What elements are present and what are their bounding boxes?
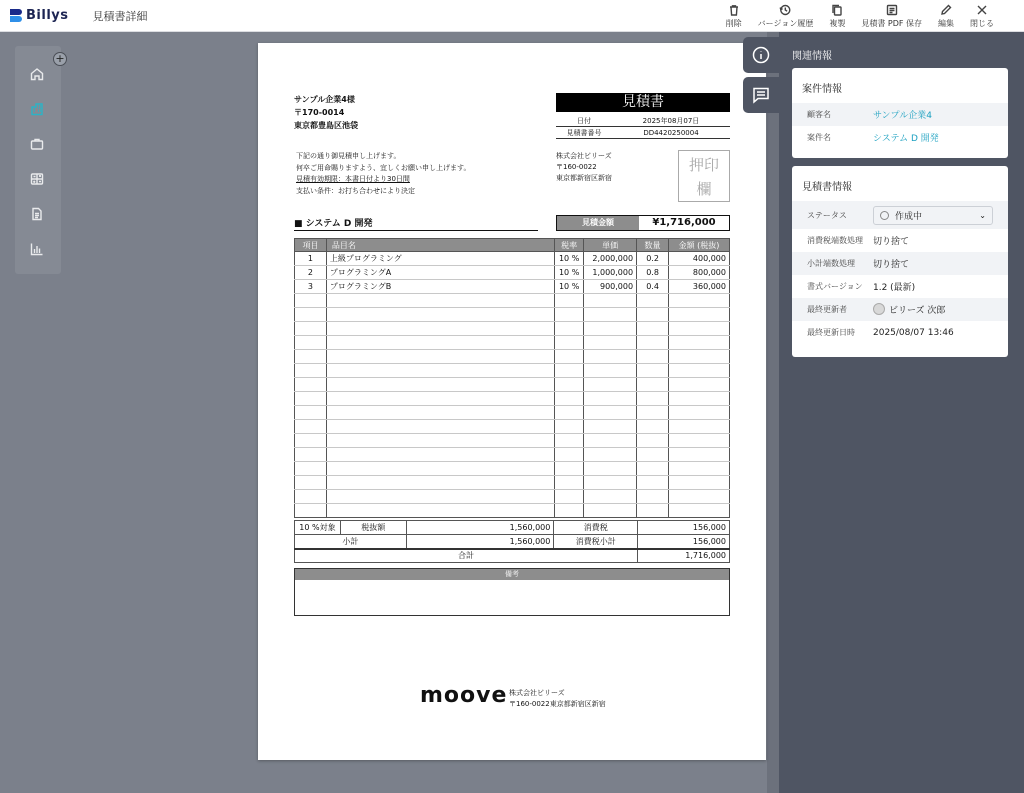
table-cell: [555, 434, 584, 448]
table-cell: 上級プログラミング: [326, 252, 554, 266]
footer-company-block: [509, 688, 606, 710]
issuer-zip: 〒160-0022: [556, 163, 597, 171]
table-cell: [295, 294, 327, 308]
updated-by: ビリーズ 次郎: [873, 303, 945, 316]
table-cell: [637, 420, 669, 434]
panel-title: 関連情報: [792, 51, 832, 62]
pencil-icon: [940, 4, 952, 16]
col-header: 項目: [295, 239, 327, 252]
expand-sidebar-button[interactable]: [53, 52, 67, 66]
copy-button[interactable]: 複製: [829, 4, 845, 29]
table-cell: [669, 420, 730, 434]
app-logo[interactable]: [10, 8, 69, 23]
remarks-label: 備考: [295, 569, 729, 580]
table-cell: [637, 490, 669, 504]
table-cell: [669, 476, 730, 490]
issuer-address: 東京都新宿区新宿: [556, 174, 612, 182]
table-row: [295, 266, 730, 280]
stamp-box: 押印欄: [678, 150, 730, 202]
pdf-icon: [886, 4, 898, 16]
table-cell: [555, 308, 584, 322]
info-row: 小計端数処理 切り捨て: [792, 252, 1008, 275]
issuer-block: [556, 151, 612, 184]
quote-info-card: [792, 166, 1008, 357]
date-label: 日付: [577, 117, 591, 125]
toolbar: [710, 4, 994, 29]
table-cell: [669, 322, 730, 336]
meta-table: [556, 116, 730, 139]
table-cell: 360,000: [669, 280, 730, 294]
info-row: 最終更新者 ビリーズ 次郎: [792, 298, 1008, 321]
table-cell: [637, 294, 669, 308]
table-cell: [295, 406, 327, 420]
bar-chart-icon: [30, 242, 44, 256]
col-header: 品目名: [326, 239, 554, 252]
project-info-card: [792, 68, 1008, 158]
table-cell: [295, 308, 327, 322]
table-cell: [584, 308, 637, 322]
table-cell: [555, 322, 584, 336]
table-cell: [584, 350, 637, 364]
number-value: DD4420250004: [643, 128, 699, 137]
table-cell: [637, 462, 669, 476]
table-row: [295, 252, 730, 266]
client-name: サンプル企業4様: [294, 95, 355, 104]
table-row: [295, 392, 730, 406]
table-cell: [326, 336, 554, 350]
customer-link[interactable]: サンプル企業4: [873, 111, 932, 121]
quotation-document: [258, 43, 766, 760]
table-cell: 10 %: [555, 266, 584, 280]
table-row: [295, 448, 730, 462]
table-cell: [669, 406, 730, 420]
table-row: [295, 280, 730, 294]
table-cell: [584, 392, 637, 406]
calculator-icon: [30, 172, 44, 186]
table-cell: [669, 434, 730, 448]
table-cell: [555, 294, 584, 308]
col-header: 単価: [584, 239, 637, 252]
table-cell: 10 %: [555, 252, 584, 266]
amount-label: 見積金額: [557, 216, 639, 230]
document-title: 見積書: [556, 93, 730, 112]
sidebar-item-companies[interactable]: [30, 101, 46, 117]
table-cell: [555, 336, 584, 350]
table-cell: [326, 406, 554, 420]
table-cell: [584, 476, 637, 490]
table-cell: [295, 336, 327, 350]
client-zip: 〒170-0014: [294, 108, 345, 117]
items-table: [294, 238, 730, 518]
tax-subtotal-label: 消費税小計: [554, 535, 638, 549]
sidebar-item-calculator[interactable]: [30, 171, 46, 187]
subtotal-label: 小計: [295, 535, 407, 549]
col-header: 数量: [637, 239, 669, 252]
info-row: 顧客名 サンプル企業4: [792, 103, 1008, 126]
table-cell: [326, 378, 554, 392]
table-cell: [669, 336, 730, 350]
table-cell: [637, 364, 669, 378]
home-icon: [30, 67, 44, 81]
table-cell: [326, 448, 554, 462]
table-cell: [584, 490, 637, 504]
table-cell: 3: [295, 280, 327, 294]
history-icon: [779, 4, 791, 16]
table-row: [295, 462, 730, 476]
tax-value: 156,000: [638, 521, 730, 535]
summary-table: [294, 520, 730, 563]
table-cell: [555, 462, 584, 476]
footer-company: 株式会社ビリーズ: [509, 689, 565, 697]
info-icon: [752, 46, 770, 64]
table-row: [295, 350, 730, 364]
table-cell: [584, 294, 637, 308]
table-cell: [669, 308, 730, 322]
table-cell: [584, 434, 637, 448]
table-cell: [584, 336, 637, 350]
tax-label: 消費税: [554, 521, 638, 535]
edit-button[interactable]: 編集: [938, 4, 954, 29]
pretax-label: 税抜額: [340, 521, 406, 535]
table-cell: [584, 406, 637, 420]
table-cell: [669, 294, 730, 308]
table-cell: [669, 392, 730, 406]
table-cell: [295, 378, 327, 392]
trash-icon: [728, 4, 740, 16]
table-cell: [669, 378, 730, 392]
table-cell: 0.4: [637, 280, 669, 294]
table-cell: [326, 308, 554, 322]
tax-target: 10 %対象: [295, 521, 341, 535]
card-title: 見積書情報: [802, 182, 852, 193]
table-cell: [584, 364, 637, 378]
delete-button[interactable]: 削除: [726, 4, 742, 29]
table-cell: [555, 364, 584, 378]
table-row: [295, 434, 730, 448]
plus-icon: +: [55, 52, 65, 65]
table-cell: [295, 462, 327, 476]
info-row: 案件名 システム D 開発: [807, 133, 939, 144]
status-select[interactable]: 作成中 ⌄: [873, 206, 993, 225]
table-cell: [295, 434, 327, 448]
table-row: [295, 504, 730, 518]
close-button[interactable]: 閉じる: [970, 4, 994, 29]
sidebar-nav: [15, 46, 61, 274]
issuer-name: 株式会社ビリーズ: [556, 152, 612, 160]
table-cell: [326, 476, 554, 490]
table-cell: [637, 322, 669, 336]
table-row: [295, 336, 730, 350]
table-cell: [584, 378, 637, 392]
avatar: [873, 303, 885, 315]
page-title: 見積書詳細: [92, 9, 148, 23]
comment-tab[interactable]: [743, 77, 779, 113]
table-cell: [326, 350, 554, 364]
table-cell: 400,000: [669, 252, 730, 266]
table-row: [295, 322, 730, 336]
table-cell: [584, 448, 637, 462]
pretax-value: 1,560,000: [406, 521, 554, 535]
table-cell: [555, 504, 584, 518]
sidebar-item-home[interactable]: [30, 66, 46, 82]
table-cell: [637, 434, 669, 448]
table-cell: [584, 462, 637, 476]
table-cell: 1,000,000: [584, 266, 637, 280]
col-header: 金額 (税抜): [669, 239, 730, 252]
table-cell: 0.2: [637, 252, 669, 266]
table-cell: [555, 448, 584, 462]
table-cell: [669, 350, 730, 364]
validity-text: 見積有効期限：本書日付より30日間: [296, 175, 410, 183]
table-row: [295, 420, 730, 434]
col-header: 税率: [555, 239, 584, 252]
info-row: 消費税端数処理 切り捨て: [807, 236, 910, 247]
greeting-block: [296, 151, 470, 197]
info-row: ステータス 作成中 ⌄: [792, 201, 1008, 229]
table-cell: [295, 322, 327, 336]
table-cell: [326, 322, 554, 336]
table-cell: [584, 504, 637, 518]
table-cell: 2,000,000: [584, 252, 637, 266]
table-cell: [584, 420, 637, 434]
table-cell: [555, 406, 584, 420]
remarks-box: [294, 568, 730, 616]
table-cell: [637, 392, 669, 406]
table-cell: [584, 322, 637, 336]
building-icon: [30, 102, 44, 116]
table-cell: [295, 490, 327, 504]
table-cell: [326, 392, 554, 406]
briefcase-icon: [30, 137, 44, 151]
info-tab[interactable]: [743, 37, 779, 73]
tax-subtotal-value: 156,000: [638, 535, 730, 549]
table-row: [295, 476, 730, 490]
table-cell: [295, 350, 327, 364]
table-cell: [637, 476, 669, 490]
table-cell: [295, 392, 327, 406]
table-cell: [637, 504, 669, 518]
table-cell: [555, 420, 584, 434]
table-cell: [637, 378, 669, 392]
table-cell: [295, 448, 327, 462]
number-label: 見積書番号: [566, 128, 602, 137]
table-cell: [669, 504, 730, 518]
sidebar-item-reports[interactable]: [30, 241, 46, 257]
footer-address: 〒160-0022東京都新宿区新宿: [509, 700, 606, 708]
chevron-down-icon: ⌄: [979, 210, 986, 220]
save-pdf-button[interactable]: 見積書 PDF 保存: [861, 4, 922, 29]
copy-icon: [831, 4, 843, 16]
table-cell: [669, 448, 730, 462]
table-row: [295, 406, 730, 420]
table-cell: 0.8: [637, 266, 669, 280]
sidebar-item-projects[interactable]: [30, 136, 46, 152]
top-bar: [0, 0, 1024, 32]
table-cell: プログラミングB: [326, 280, 554, 294]
table-cell: [637, 406, 669, 420]
table-cell: [295, 476, 327, 490]
project-name: ■ システム D 開発: [294, 216, 538, 231]
billys-logo-icon: [10, 9, 22, 23]
moove-logo: moove: [420, 683, 508, 708]
table-cell: [326, 490, 554, 504]
table-row: [295, 294, 730, 308]
scroll-gutter: [767, 32, 779, 793]
table-cell: [326, 434, 554, 448]
app-name: Billys: [26, 8, 69, 23]
table-cell: [326, 420, 554, 434]
table-cell: [555, 350, 584, 364]
total-value: 1,716,000: [638, 549, 730, 563]
close-icon: [976, 4, 988, 16]
sidebar-item-documents[interactable]: [30, 206, 46, 222]
amount-box: [556, 215, 730, 231]
amount-value: ¥1,716,000: [652, 217, 716, 228]
table-cell: [295, 420, 327, 434]
table-cell: [637, 448, 669, 462]
table-cell: [637, 350, 669, 364]
table-cell: [669, 364, 730, 378]
info-row: 最終更新日時 2025/08/07 13:46: [807, 327, 954, 338]
table-cell: [326, 364, 554, 378]
document-icon: [30, 207, 44, 221]
table-cell: [555, 378, 584, 392]
status-circle-icon: [880, 211, 889, 220]
info-row: 書式バージョン 1.2 (最新): [807, 282, 916, 293]
comment-icon: [752, 86, 770, 104]
date-value: 2025年08月07日: [642, 117, 700, 125]
table-cell: [669, 462, 730, 476]
table-cell: [669, 490, 730, 504]
table-row: [295, 308, 730, 322]
version-history-button[interactable]: バージョン履歴: [758, 4, 814, 29]
project-link[interactable]: システム D 開発: [873, 134, 939, 144]
table-cell: [326, 294, 554, 308]
table-cell: [555, 476, 584, 490]
table-cell: [326, 462, 554, 476]
table-cell: 1: [295, 252, 327, 266]
table-row: [295, 378, 730, 392]
table-cell: プログラミングA: [326, 266, 554, 280]
table-cell: 2: [295, 266, 327, 280]
table-cell: 900,000: [584, 280, 637, 294]
table-row: [295, 364, 730, 378]
payment-terms: 支払い条件：お打ち合わせにより決定: [296, 186, 415, 195]
table-cell: [295, 364, 327, 378]
table-cell: [637, 308, 669, 322]
subtotal-value: 1,560,000: [406, 535, 554, 549]
table-cell: [555, 392, 584, 406]
table-cell: [555, 490, 584, 504]
client-address: 東京都豊島区池袋: [294, 121, 358, 130]
greeting-line: 下記の通り御見積申し上げます。: [296, 152, 401, 160]
greeting-line: 何卒ご用命賜りますよう、宜しくお願い申し上げます。: [296, 163, 471, 172]
card-title: 案件情報: [802, 84, 842, 95]
table-cell: [326, 504, 554, 518]
client-block: [294, 93, 358, 132]
table-row: [295, 490, 730, 504]
table-cell: [295, 504, 327, 518]
table-cell: 10 %: [555, 280, 584, 294]
table-cell: 800,000: [669, 266, 730, 280]
table-cell: [637, 336, 669, 350]
total-label: 合計: [295, 549, 638, 563]
